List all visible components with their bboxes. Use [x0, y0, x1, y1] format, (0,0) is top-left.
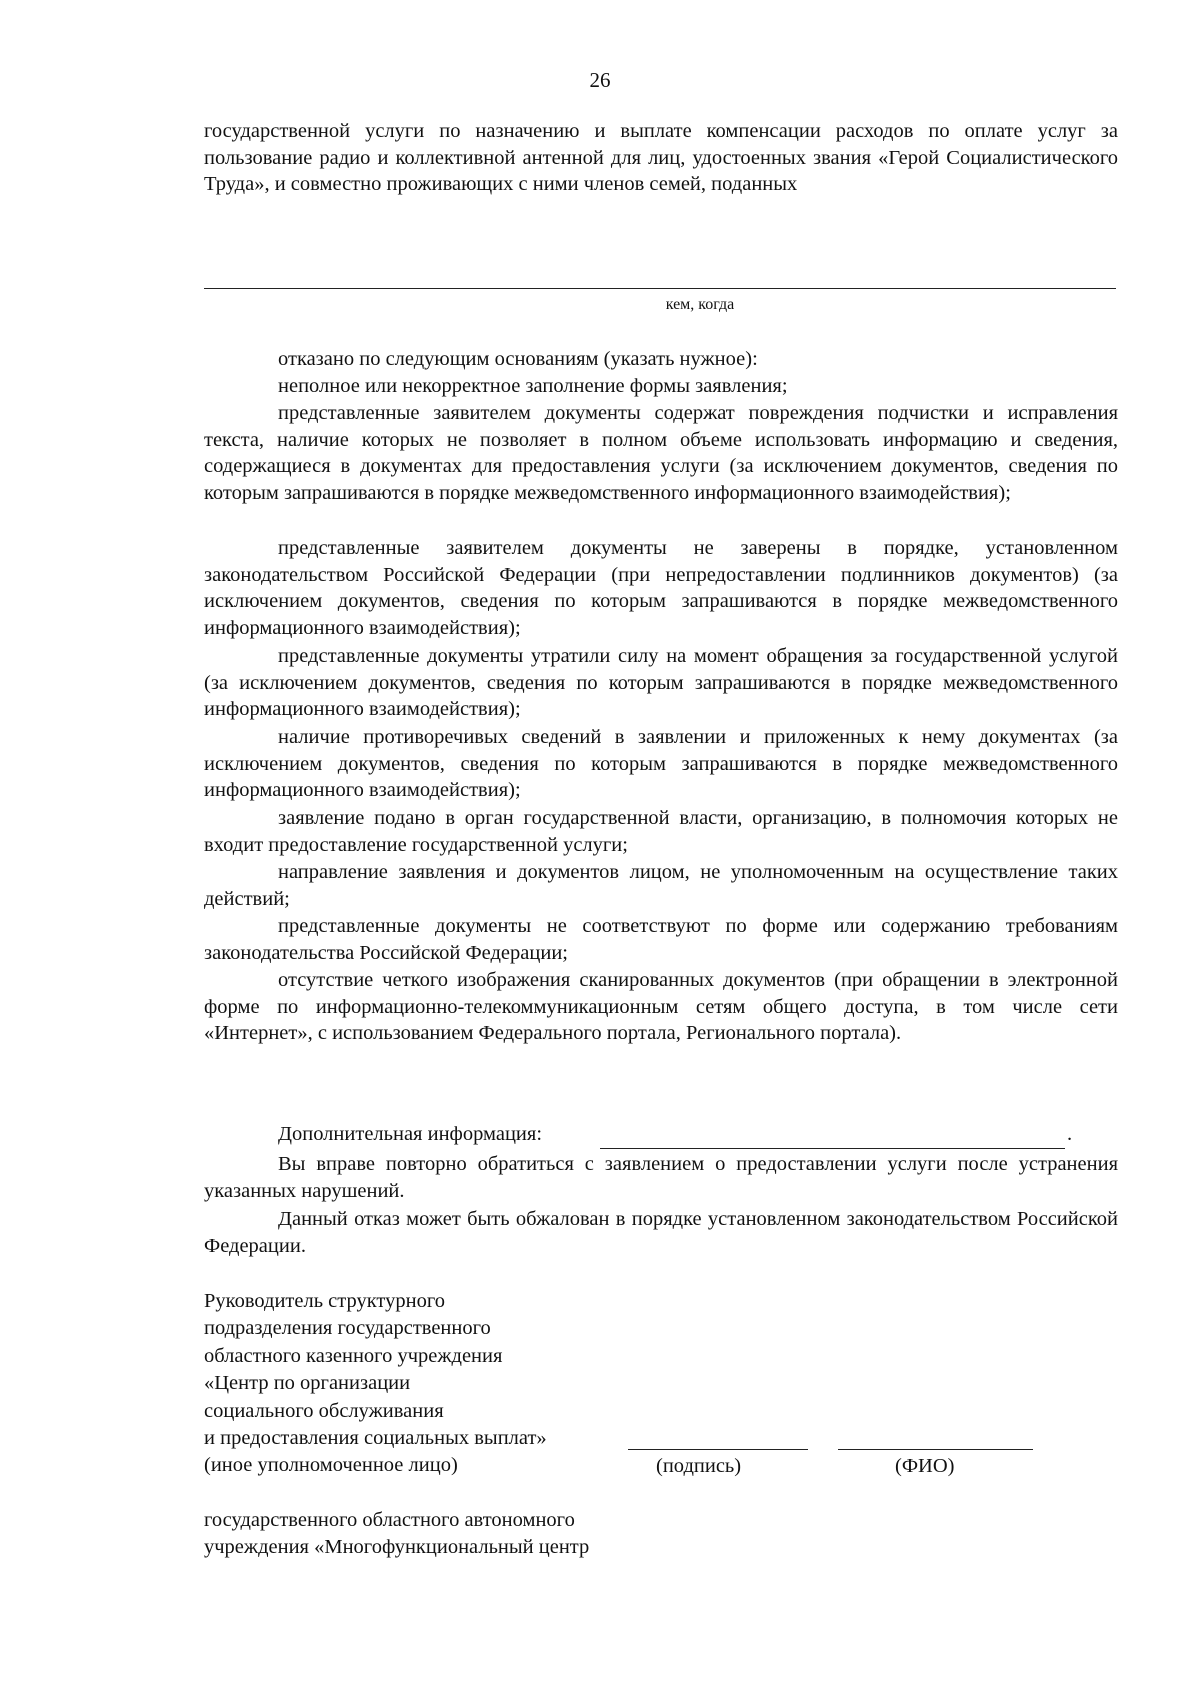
footer-line: государственного областного автономного [204, 1509, 575, 1531]
reason-paragraph: неполное или некорректное заполнение формы заявления; [278, 375, 788, 397]
signatory-block [204, 1288, 547, 1480]
closing-paragraph: Данный отказ может быть обжалован в порядке установленном законодательством Российской Федерации. [204, 1208, 1118, 1257]
who-when-blank-line [204, 288, 1116, 289]
additional-info-end: . [1067, 1123, 1073, 1145]
intro-paragraph: государственной услуги по назначению и выплате компенсации расходов по оплате услуг за пользование радио и коллективной антенной для лиц, удостоенных звания «Герой Социалистического Труда», и совместно проживающих с ними членов семей, поданных [204, 120, 1118, 195]
who-when-caption: кем, когда [665, 296, 735, 313]
reason-paragraph: отсутствие четкого изображения сканированных документов (при обращении в электронной форме по информационно-телекоммуникационным сетям общего доступа, в том числе сети «Интернет», с использованием Федерального портала, Регионального портала). [204, 969, 1118, 1044]
signatory-line: и предоставления социальных выплат» [204, 1427, 547, 1450]
reason-paragraph: представленные документы утратили силу на момент обращения за государственной услугой (за исключением документов, сведения по которым запрашиваются в порядке межведомственного информационного взаимодействия); [204, 645, 1118, 720]
signatory-line: подразделения государственного [204, 1317, 491, 1340]
name-blank-line [838, 1449, 1033, 1450]
reason-paragraph: заявление подано в орган государственной власти, организацию, в полномочия которых не входит предоставление государственной услуги; [204, 807, 1118, 856]
signatory-line: «Центр по организации [204, 1372, 411, 1395]
footer-block [204, 1507, 589, 1562]
name-label: (ФИО) [895, 1455, 955, 1477]
reason-paragraph: наличие противоречивых сведений в заявлении и приложенных к нему документах (за исключением документов, сведения по которым запрашиваются в порядке межведомственного информационного взаимодействия); [204, 726, 1118, 801]
signatory-line: Руководитель структурного [204, 1290, 445, 1312]
reason-paragraph: отказано по следующим основаниям (указать нужное): [278, 348, 758, 370]
additional-info-blank-line [600, 1148, 1065, 1149]
additional-info-label: Дополнительная информация: [278, 1123, 543, 1145]
signatory-line: социального обслуживания [204, 1399, 444, 1422]
closing-paragraph: Вы вправе повторно обратиться с заявлением о предоставлении услуги после устранения указанных нарушений. [204, 1153, 1118, 1202]
reason-paragraph: представленные заявителем документы содержат повреждения подчистки и исправления текста, наличие которых не позволяет в полном объеме использовать информацию и сведения, содержащиеся в документах для предоставления услуги (за исключением документов, сведения по которым запрашиваются в порядке межведомственного информационного взаимодействия); [204, 402, 1118, 504]
signatory-line: областного казенного учреждения [204, 1344, 503, 1367]
reason-paragraph: представленные документы не соответствуют по форме или содержанию требованиям законодательства Российской Федерации; [204, 915, 1118, 964]
signature-blank-line [628, 1449, 808, 1450]
signature-label: (подпись) [656, 1455, 742, 1477]
signatory-line: (иное уполномоченное лицо) [204, 1454, 458, 1477]
reason-paragraph: представленные заявителем документы не заверены в порядке, установленном законодательством Российской Федерации (при непредоставлении подлинников документов) (за исключением документов, сведения по которым запрашиваются в порядке межведомственного информационного взаимодействия); [204, 537, 1118, 639]
footer-line: учреждения «Многофункциональный центр [204, 1536, 590, 1559]
reason-paragraph: направление заявления и документов лицом, не уполномоченным на осуществление таких действий; [204, 861, 1118, 910]
page-number: 26 [589, 68, 611, 92]
